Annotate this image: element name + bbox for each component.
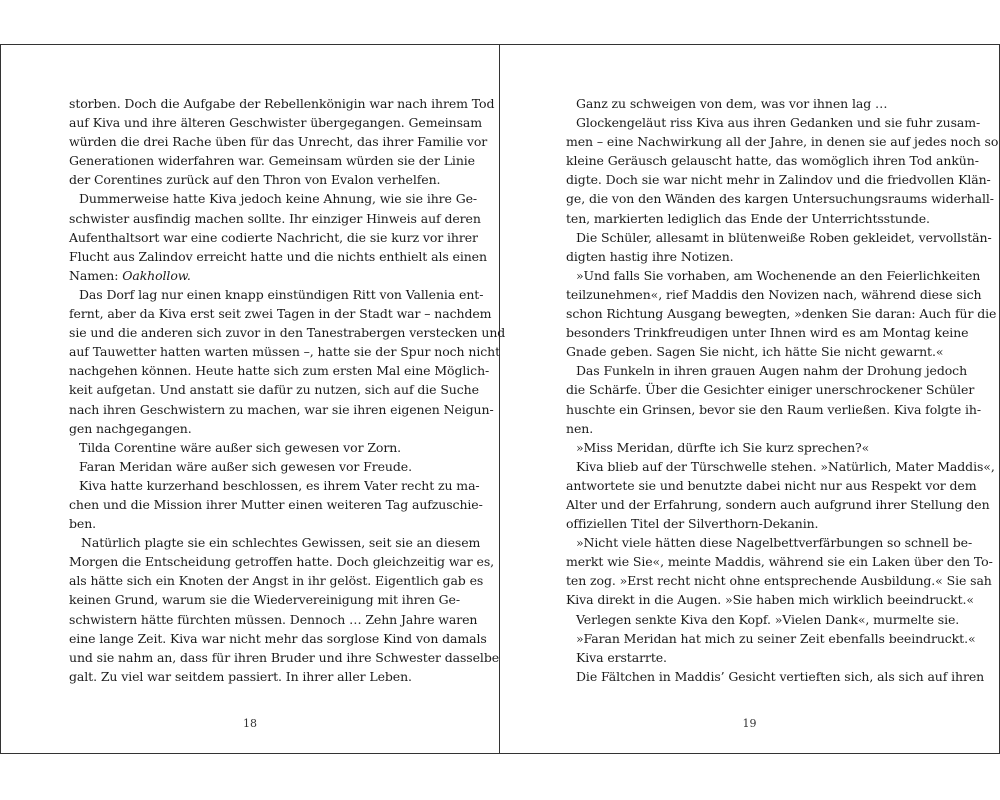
text-line [566, 476, 977, 495]
text-line-content: digte. Doch sie war nicht mehr in Zalindov und die friedvollen Klän- [566, 172, 991, 188]
text-line [69, 94, 495, 113]
text-line [566, 590, 974, 609]
text-line [69, 304, 492, 323]
text-line-content: »Nicht viele hätten diese Nagelbettverfärbungen so schnell be- [576, 535, 973, 551]
text-line-content: Natürlich plagte sie ein schlechtes Gewissen, seit sie an diesem [81, 535, 481, 551]
text-line-content: storben. Doch die Aufgabe der Rebellenkönigin war nach ihrem Tod [69, 96, 495, 111]
text-line [566, 438, 934, 457]
text-line-content: Flucht aus Zalindov erreicht hatte und die nichts enthielt als einen [69, 248, 487, 264]
text-line [566, 400, 981, 419]
text-line-content: Verlegen senkte Kiva den Kopf. »Vielen Dank«, murmelte sie. [576, 611, 960, 627]
page-number-right: 19 [742, 717, 757, 730]
text-line-content: nen. [566, 420, 594, 436]
page-number-left: 18 [243, 717, 257, 730]
text-line [566, 285, 982, 304]
text-line-content: galt. Zu viel war seitdem passiert. In ihrer aller Leben. [69, 668, 412, 684]
italic-place-name: Oakhollow. [122, 267, 191, 283]
text-line [69, 209, 481, 228]
text-line [566, 209, 934, 228]
text-line-content: Gnade geben. Sagen Sie nicht, ich hätte Sie nicht gewarnt.« [566, 344, 944, 360]
text-line [69, 495, 483, 514]
text-line-content: nach ihren Geschwistern zu machen, war sie ihren eigenen Neigun- [69, 401, 494, 417]
text-line [566, 648, 934, 667]
text-line-content: schwistern hätte fürchten müssen. Dennoch … Zehn Jahre waren [69, 611, 478, 627]
text-line [566, 610, 960, 629]
text-line [69, 323, 506, 342]
text-line-content: schwister ausfindig machen sollte. Ihr einziger Hinweis auf deren [69, 210, 481, 226]
text-line [69, 189, 478, 208]
text-line [69, 285, 484, 304]
text-line-content: ten, markierten lediglich das Ende der Unterrichtsstunde. [566, 210, 930, 226]
text-line-content: sie und die anderen sich zuvor in den Tanestrabergen verstecken und [69, 325, 506, 341]
text-line [69, 419, 434, 438]
text-line [566, 380, 975, 399]
text-line-content: Namen: [69, 267, 123, 283]
text-line [69, 648, 500, 667]
text-line-content: teilzunehmen«, rief Maddis den Novizen nach, während diese sich [566, 286, 982, 302]
text-line-content: digten hastig ihre Notizen. [566, 248, 734, 264]
text-line-content: Kiva hatte kurzerhand beschlossen, es ihrem Vater recht zu ma- [79, 477, 480, 493]
text-line [69, 247, 487, 266]
text-line-content: Das Funkeln in ihren grauen Augen nahm der Drohung jedoch [576, 363, 968, 379]
text-line [69, 514, 434, 533]
text-line [566, 533, 973, 552]
right-page-text [566, 94, 999, 686]
text-line-content: Kiva erstarrte. [576, 649, 667, 665]
right-page [500, 45, 1000, 753]
text-line [69, 113, 483, 132]
text-line [566, 189, 994, 208]
text-line [69, 266, 434, 285]
text-line [69, 533, 481, 552]
text-line [69, 610, 478, 629]
text-line-content: ten zog. »Erst recht nicht ohne entsprechende Ausbildung.« Sie sah [566, 573, 992, 589]
text-line-content: die Schärfe. Über die Gesichter einiger unerschrockener Schüler [566, 382, 975, 398]
text-line-content: nachgehen können. Heute hatte sich zum ersten Mal eine Möglich- [69, 363, 490, 379]
text-line [69, 361, 490, 380]
text-line-content: fernt, aber da Kiva erst seit zwei Tagen in der Stadt war – nachdem [69, 306, 492, 322]
text-line [69, 571, 484, 590]
text-line-content: Tilda Corentine wäre außer sich gewesen vor Zorn. [79, 439, 402, 455]
text-line [566, 419, 934, 438]
text-line-content: schon Richtung Ausgang bewegten, »denken Sie daran: Auch für die [566, 306, 997, 322]
text-line-content: Das Dorf lag nur einen knapp einstündigen Ritt von Vallenia ent- [79, 286, 484, 302]
text-line [566, 571, 992, 590]
text-line [69, 476, 480, 495]
text-line [566, 228, 992, 247]
text-line-content: keinen Grund, warum sie die Wiedervereinigung mit ihren Ge- [69, 592, 460, 608]
text-line [69, 151, 475, 170]
left-page [0, 45, 506, 753]
text-line [566, 247, 934, 266]
text-line-content: auf Tauwetter hatten warten müssen –, hatte sie der Spur noch nicht [69, 344, 500, 360]
text-line [566, 514, 934, 533]
text-line-content: kleine Geräusch gelauscht hatte, das womöglich ihren Tod ankün- [566, 153, 979, 169]
text-line-content: keit aufgetan. Und anstatt sie dafür zu nutzen, sich auf die Suche [69, 382, 479, 398]
text-line [69, 400, 494, 419]
left-page-text [69, 94, 506, 686]
text-line [566, 323, 969, 342]
text-line [566, 457, 995, 476]
text-line [566, 552, 993, 571]
text-line [69, 457, 434, 476]
text-line [566, 361, 968, 380]
text-line-content: Die Fältchen in Maddis’ Gesicht vertieften sich, als sich auf ihren [576, 668, 985, 684]
text-line [566, 304, 997, 323]
text-line-content: als hätte sich ein Knoten der Angst in ihr gelöst. Eigentlich gab es [69, 573, 484, 589]
text-line-content: Ganz zu schweigen von dem, was vor ihnen lag … [576, 96, 888, 111]
text-line [69, 342, 500, 361]
text-line-content: Aufenthaltsort war eine codierte Nachricht, die sie kurz vor ihrer [69, 229, 478, 245]
text-line-content: Die Schüler, allesamt in blütenweiße Roben gekleidet, vervollstän- [576, 229, 992, 245]
text-line-content: und sie nahm an, dass für ihren Bruder und ihre Schwester dasselbe [69, 649, 500, 665]
text-line [566, 629, 976, 648]
text-line-content: eine lange Zeit. Kiva war nicht mehr das sorglose Kind von damals [69, 630, 487, 646]
text-line-content: »Faran Meridan hat mich zu seiner Zeit ebenfalls beeindruckt.« [576, 630, 976, 646]
text-line-content: auf Kiva und ihre älteren Geschwister übergegangen. Gemeinsam [69, 115, 483, 131]
text-line-content: »Und falls Sie vorhaben, am Wochenende an den Feierlichkeiten [576, 267, 981, 283]
text-line [69, 629, 487, 648]
text-line [69, 590, 460, 609]
text-line-content: Dummerweise hatte Kiva jedoch keine Ahnung, wie sie ihre Ge- [79, 191, 478, 207]
text-line-content: antwortete sie und benutzte dabei nicht nur aus Respekt vor dem [566, 477, 977, 493]
text-line [69, 380, 479, 399]
text-line [69, 170, 441, 189]
text-line-content: Generationen widerfahren war. Gemeinsam würden sie der Linie [69, 153, 475, 169]
text-line-content: huschte ein Grinsen, bevor sie den Raum verließen. Kiva folgte ih- [566, 401, 981, 417]
text-line-content: Alter und der Erfahrung, sondern auch aufgrund ihrer Stellung den [566, 496, 990, 512]
text-line-content: chen und die Mission ihrer Mutter einen weiteren Tag aufzuschie- [69, 496, 483, 512]
text-line-content: ge, die von den Wänden des kargen Untersuchungsraums widerhall- [566, 191, 994, 207]
text-line-content: gen nachgegangen. [69, 420, 192, 436]
text-line-content: offiziellen Titel der Silverthorn-Dekanin. [566, 516, 819, 532]
text-line [566, 132, 999, 151]
text-line [69, 667, 434, 686]
text-line [566, 94, 934, 113]
text-line-content: Kiva blieb auf der Türschwelle stehen. »Natürlich, Mater Maddis«, [576, 458, 995, 474]
text-line [69, 552, 495, 571]
text-line [69, 132, 488, 151]
text-line-content: merkt wie Sie«, meinte Maddis, während sie ein Laken über den To- [566, 554, 993, 570]
text-line-content: würden die drei Rache üben für das Unrecht, das ihrer Familie vor [69, 134, 488, 150]
text-line-content: besonders Trinkfreudigen unter Ihnen wird es am Montag keine [566, 325, 969, 341]
text-line [69, 228, 478, 247]
book-spread [0, 44, 1000, 754]
text-line-content: der Corentines zurück auf den Thron von Evalon verhelfen. [69, 172, 441, 188]
text-line-content: Morgen die Entscheidung getroffen hatte. Doch gleichzeitig war es, [69, 554, 495, 570]
text-line [566, 495, 990, 514]
text-line [566, 667, 985, 686]
text-line-content: men – eine Nachwirkung all der Jahre, in denen sie auf jedes noch so [566, 134, 999, 150]
text-line [566, 151, 979, 170]
text-line [69, 438, 434, 457]
text-line-content: ben. [69, 516, 97, 532]
text-line-content: Faran Meridan wäre außer sich gewesen vor Freude. [79, 458, 412, 474]
text-line [566, 170, 991, 189]
text-line [566, 342, 944, 361]
text-line [566, 266, 981, 285]
text-line-content: Glockengeläut riss Kiva aus ihren Gedanken und sie fuhr zusam- [576, 115, 981, 131]
text-line-content: Kiva direkt in die Augen. »Sie haben mich wirklich beeindruckt.« [566, 592, 974, 608]
text-line-content: »Miss Meridan, dürfte ich Sie kurz sprechen?« [576, 439, 870, 455]
text-line [566, 113, 981, 132]
